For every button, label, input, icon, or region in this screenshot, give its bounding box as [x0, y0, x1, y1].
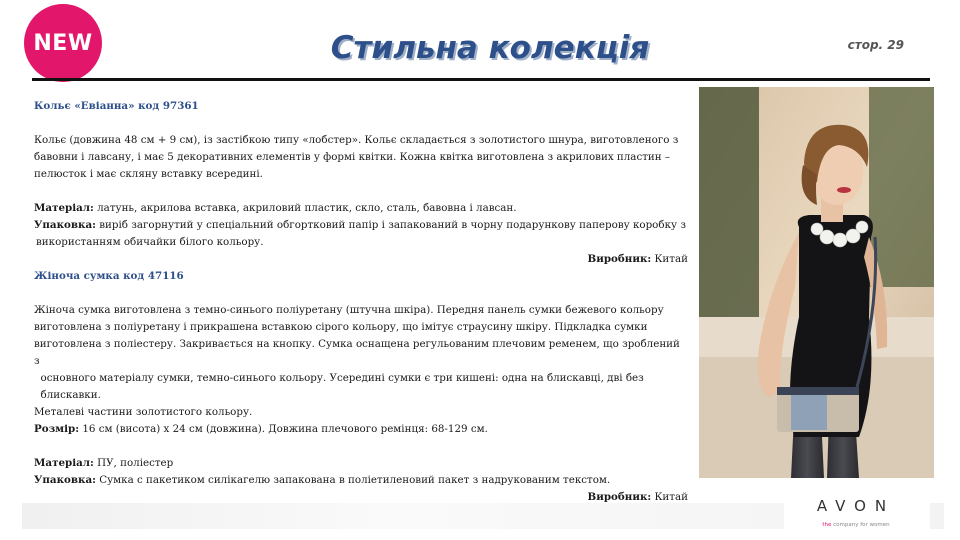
bag-desc-line: блискавки. [34, 389, 101, 401]
size-value: 16 см (висота) х 24 см (довжина). Довжина плечового ремінця: 68-129 см. [79, 423, 488, 435]
page-number: стор. 29 [847, 38, 904, 52]
product-description [34, 98, 688, 506]
necklace-packaging [34, 217, 688, 234]
bag-size [34, 421, 688, 438]
packaging-value: Сумка с пакетиком силікагелю запакована в поліетиленовий пакет з надрукованим текстом. [95, 474, 611, 486]
necklace-desc-line: пелюсток і має скляну вставку всередині. [34, 168, 263, 180]
necklace-packaging-cont: використанням обичайки білого кольору. [36, 236, 264, 248]
material-value: ПУ, поліестер [93, 457, 174, 469]
necklace-heading: Кольє «Евіанна» код 97361 [34, 100, 199, 112]
avon-logo: AVON [816, 497, 896, 515]
bag-packaging [34, 472, 688, 489]
maker-value: Китай [651, 253, 688, 265]
necklace-desc-line: Кольє (довжина 48 см + 9 см), із застібкою типу «лобстер». Кольє складається з золотистого шнура, виготовленого з [34, 134, 679, 146]
bag-desc-line: виготовлена з поліестеру. Закривається на кнопку. Сумка оснащена регульованим плечовим ременем, що зроблений з [34, 338, 680, 367]
tagline-accent: the [822, 522, 832, 528]
packaging-value: виріб загорнутий у спеціальний обгортковий папір і запакований в чорну подарункову паперову коробку з [95, 219, 686, 231]
maker-value: Китай [651, 491, 688, 503]
bag-desc-line: Металеві частини золотистого кольору. [34, 406, 253, 418]
new-badge: NEW [24, 4, 102, 82]
bag-desc-line: Жіноча сумка виготовлена з темно-синього поліуретану (штучна шкіра). Передня панель сумки бежевого кольору [34, 304, 664, 316]
maker-label: Виробник: [587, 491, 652, 503]
necklace-desc-line: бавовни і лавсану, і має 5 декоративних елементів у формі квітки. Кожна квітка виготовлена з акрилових пластин – [34, 151, 671, 163]
header-divider [32, 78, 930, 81]
model-photo [699, 87, 934, 478]
packaging-label: Упаковка: [34, 219, 96, 231]
model-illustration [699, 87, 934, 478]
page-title: Стильна колекція [330, 30, 650, 66]
bag-heading: Жіноча сумка код 47116 [34, 270, 184, 282]
necklace-maker [34, 251, 688, 268]
material-label: Матеріал: [34, 457, 94, 469]
necklace-material [34, 200, 688, 217]
maker-label: Виробник: [587, 253, 652, 265]
tagline-text: company for women [831, 522, 890, 528]
bag-desc-line: виготовлена з поліуретану і прикрашена вставкою сірого кольору, що імітує страусину шкіру. Підкладка сумки [34, 321, 648, 333]
avon-tagline [792, 522, 920, 528]
material-value: латунь, акрилова вставка, акриловий пластик, скло, сталь, бавовна і лавсан. [93, 202, 517, 214]
bag-material [34, 455, 688, 472]
bag-desc-line: основного матеріалу сумки, темно-синього кольору. Усередині сумки є три кишені: одна на блискавці, дві без [34, 372, 644, 384]
material-label: Матеріал: [34, 202, 94, 214]
size-label: Розмір: [34, 423, 80, 435]
packaging-label: Упаковка: [34, 474, 96, 486]
